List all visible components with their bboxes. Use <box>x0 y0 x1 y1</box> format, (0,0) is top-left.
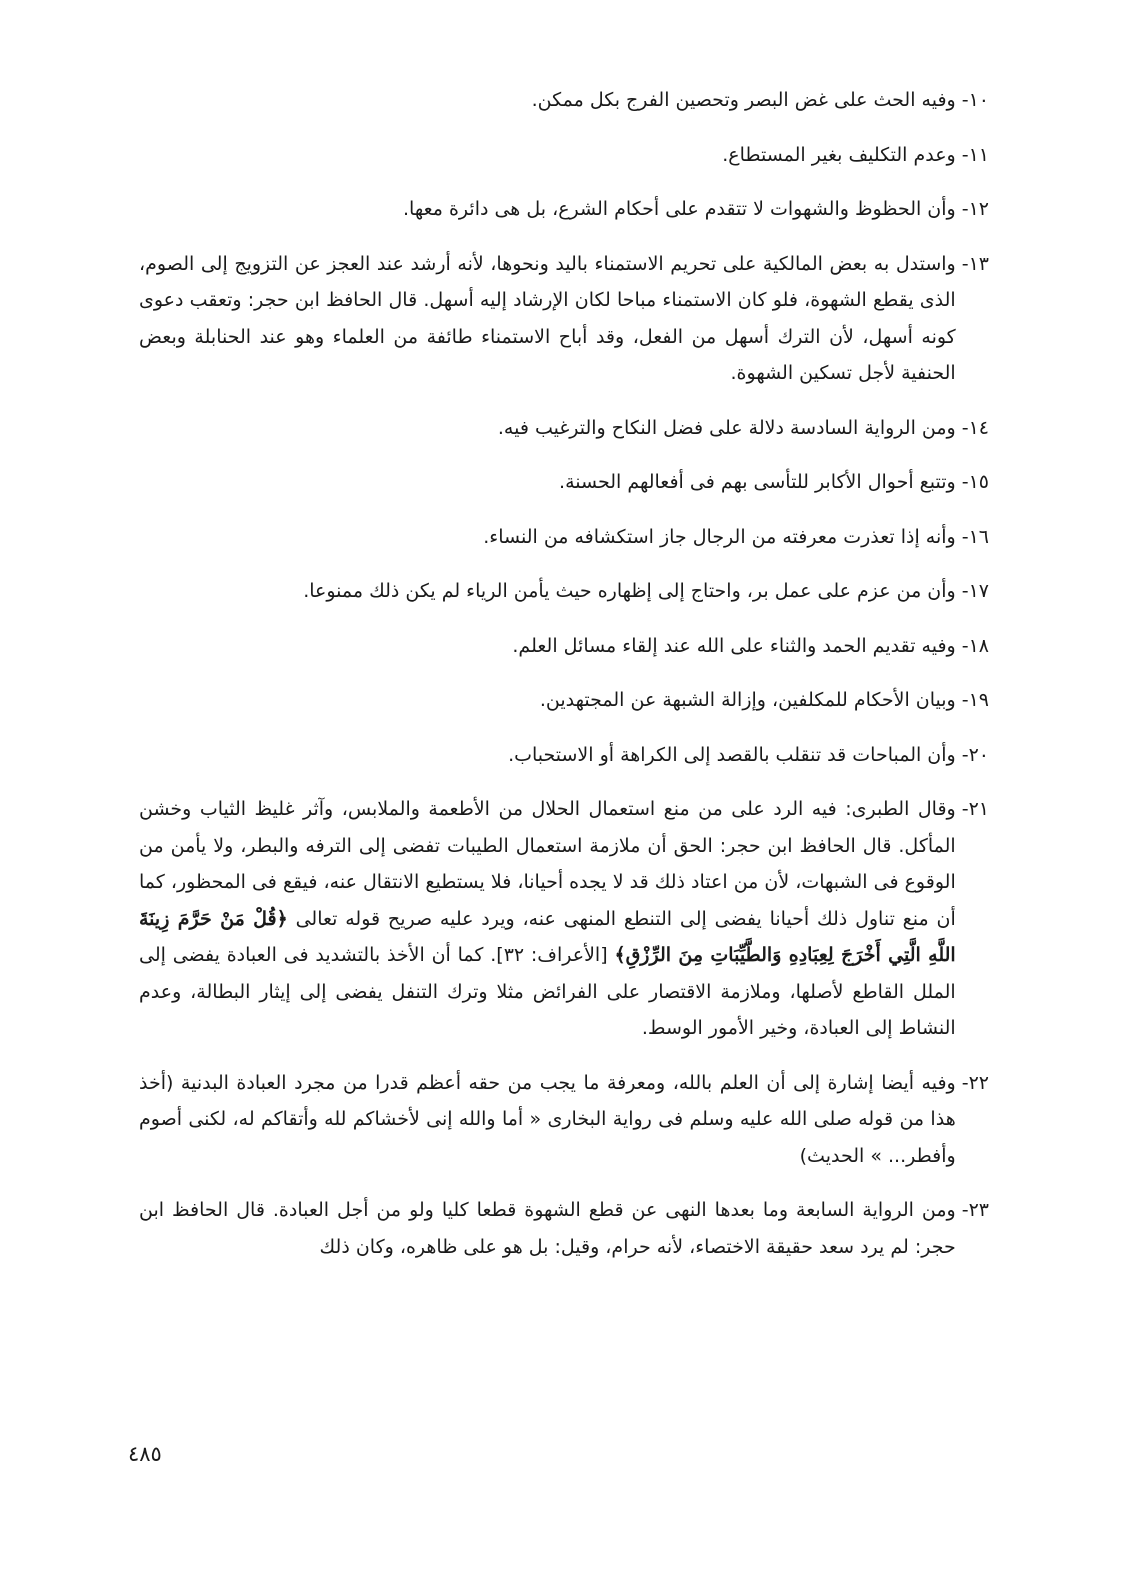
item-text: وتتبع أحوال الأكابر للتأسى بهم فى أفعالهم الحسنة. <box>559 471 956 493</box>
page-number: ٤٨٥ <box>128 1442 162 1466</box>
list-item-21 <box>139 791 989 1047</box>
item-number: ١٩- <box>961 689 989 711</box>
item-text: وفيه تقديم الحمد والثناء على الله عند إلقاء مسائل العلم. <box>512 634 956 657</box>
list-item-20 <box>139 737 989 774</box>
item-text <box>139 791 956 1047</box>
list-item-17 <box>139 573 989 610</box>
item-text: واستدل به بعض المالكية على تحريم الاستمناء باليد ونحوها، لأنه أرشد عند العجز عن التزويج إلى الصوم، الذى يقطع الشهوة، فلو كان الاستمناء مباحا لكان الإرشاد إليه أسهل. قال الحافظ ابن حجر: وتعقب دعوى كونه أسهل، لأن الترك أسهل من الفعل، وقد أباح الاستمناء طائفة من العلماء وهو عند الحنابلة وبعض الحنفية لأجل تسكين الشهوة. <box>139 252 956 384</box>
list-item-10 <box>139 82 989 119</box>
item-text: وأن الحظوظ والشهوات لا تتقدم على أحكام الشرع، بل هى دائرة معها. <box>403 198 956 220</box>
list-item-13 <box>139 246 989 392</box>
item-text: وفيه الحث على غض البصر وتحصين الفرج بكل ممكن. <box>531 89 956 111</box>
quran-verse: ﴿قُلْ مَنْ حَرَّمَ زِينَةَ اللَّهِ الَّتِي أَخْرَجَ لِعِبَادِهِ وَالطَّيِّبَاتِ مِنَ الرِّزْقِ﴾ <box>139 907 956 966</box>
item-text: وأنه إذا تعذرت معرفته من الرجال جاز استكشافه من النساء. <box>483 525 956 548</box>
item-number: ١٨- <box>961 634 989 657</box>
item-text: ومن الرواية السادسة دلالة على فضل النكاح والترغيب فيه. <box>497 416 956 439</box>
list-item-14 <box>139 410 989 447</box>
list-item-19 <box>139 682 989 719</box>
item-text-before-verse: وقال الطبرى: فيه الرد على من منع استعمال الحلال من الأطعمة والملابس، وآثر غليظ الثياب وخشن المأكل. قال الحافظ ابن حجر: الحق أن ملازمة استعمال الطيبات تفضى إلى الترفه والبطر، ولا يأمن من الوقوع فى الشبهات، لأن من اعتاد ذلك قد لا يجده أحيانا، فلا يستطيع الانتقال عنه، فيقع فى المحظور، كما أن منع تناول ذلك أحيانا يفضى إلى التنطع المنهى عنه، ويرد عليه صريح قوله تعالى <box>139 798 956 930</box>
item-number: ٢٠- <box>961 743 989 766</box>
list-item-22 <box>139 1065 989 1175</box>
item-number: ٢٣- <box>961 1199 989 1221</box>
item-number: ١٠- <box>961 89 989 111</box>
item-text: وأن المباحات قد تنقلب بالقصد إلى الكراهة أو الاستحباب. <box>508 743 956 766</box>
item-text: وأن من عزم على عمل بر، واحتاج إلى إظهاره حيث يأمن الرياء لم يكن ذلك ممنوعا. <box>303 580 956 602</box>
item-number: ٢١- <box>961 798 989 820</box>
item-number: ١٣- <box>961 252 989 275</box>
item-text: وعدم التكليف بغير المستطاع. <box>722 143 956 166</box>
item-number: ١٧- <box>961 580 989 602</box>
item-text: ومن الرواية السابعة وما بعدها النهى عن قطع الشهوة قطعا كليا ولو من أجل العبادة. قال الحافظ ابن حجر: لم يرد سعد حقيقة الاختصاء، لأنه حرام، وقيل: بل هو على ظاهره، وكان ذلك <box>139 1199 956 1258</box>
item-text-after-verse: [الأعراف: ٣٢]. كما أن الأخذ بالتشديد فى العبادة يفضى إلى الملل القاطع لأصلها، وملازمة الاقتصار على الفرائض مثلا وترك التنفل يفضى إلى إيثار البطالة، وعدم النشاط إلى العبادة، وخير الأمور الوسط. <box>139 944 956 1039</box>
item-number: ١٦- <box>961 525 989 548</box>
item-number: ١٢- <box>961 198 989 220</box>
item-text: وبيان الأحكام للمكلفين، وإزالة الشبهة عن المجتهدين. <box>539 689 956 711</box>
item-number: ١٤- <box>961 416 989 439</box>
list-item-23 <box>139 1192 989 1265</box>
item-number: ٢٢- <box>961 1071 989 1094</box>
page-body <box>139 82 989 1283</box>
item-text: وفيه أيضا إشارة إلى أن العلم بالله، ومعرفة ما يجب من حقه أعظم قدرا من مجرد العبادة البدنية (أخذ هذا من قوله صلى الله عليه وسلم فى رواية البخارى « أما والله إنى لأخشاكم لله وأتقاكم له، لكنى أصوم وأفطر... » الحديث) <box>139 1071 956 1167</box>
item-number: ١١- <box>961 143 989 166</box>
list-item-15 <box>139 464 989 501</box>
list-item-11 <box>139 137 989 174</box>
list-item-18 <box>139 628 989 665</box>
list-item-12 <box>139 191 989 228</box>
item-number: ١٥- <box>961 471 989 493</box>
list-item-16 <box>139 519 989 556</box>
